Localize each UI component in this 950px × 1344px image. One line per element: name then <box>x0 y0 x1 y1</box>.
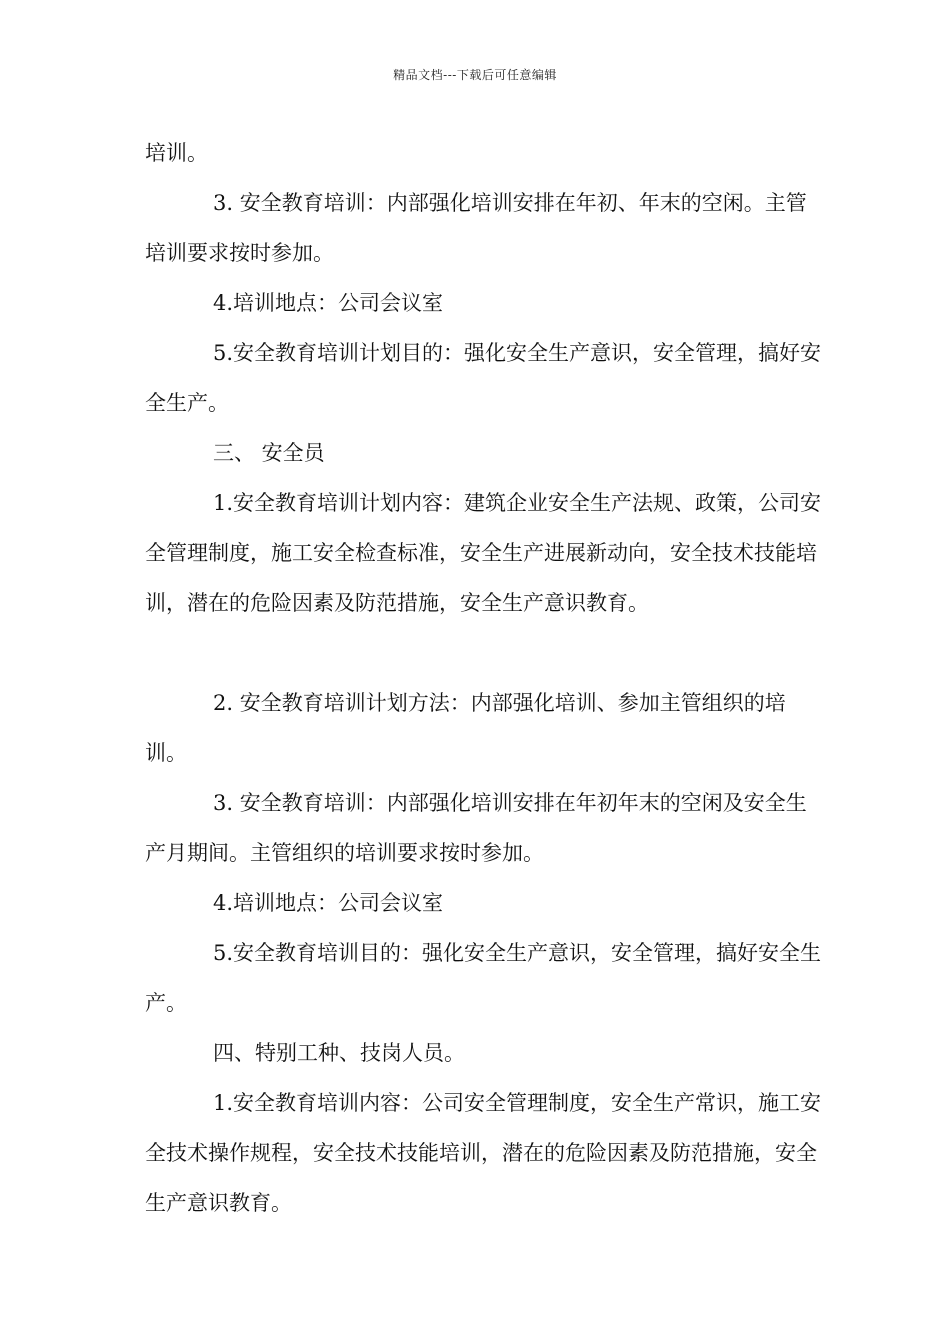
paragraph: 4.培训地点：公司会议室 <box>213 891 444 915</box>
paragraph: 1.安全教育培训内容：公司安全管理制度，安全生产常识，施工安全技术操作规程，安全技术技能培训，潜在的危险因素及防范措施，安全生产意识教育。 <box>145 1091 822 1215</box>
section-heading: 三、 安全员 <box>213 441 325 465</box>
paragraph: 2. 安全教育培训计划方法：内部强化培训、参加主管组织的培训。 <box>145 691 786 765</box>
paragraph: 3. 安全教育培训：内部强化培训安排在年初、年末的空闲。主管培训要求按时参加。 <box>145 191 807 265</box>
document-body <box>145 128 825 1228</box>
paragraph: 4.培训地点：公司会议室 <box>213 291 444 315</box>
paragraph: 5.安全教育培训计划目的：强化安全生产意识，安全管理，搞好安全生产。 <box>145 341 822 415</box>
paragraph: 1.安全教育培训计划内容：建筑企业安全生产法规、政策，公司安全管理制度，施工安全检查标准，安全生产进展新动向，安全技术技能培训，潜在的危险因素及防范措施，安全生产意识教育。 <box>145 491 822 615</box>
paragraph: 3. 安全教育培训：内部强化培训安排在年初年末的空闲及安全生产月期间。主管组织的培训要求按时参加。 <box>145 791 807 865</box>
section-heading: 四、特别工种、技岗人员。 <box>213 1041 465 1065</box>
page-header: 精品文档---下载后可任意编辑 <box>393 68 557 82</box>
paragraph: 培训。 <box>145 141 208 165</box>
paragraph: 5.安全教育培训目的：强化安全生产意识，安全管理，搞好安全生产。 <box>145 941 822 1015</box>
blank-line <box>145 628 825 678</box>
